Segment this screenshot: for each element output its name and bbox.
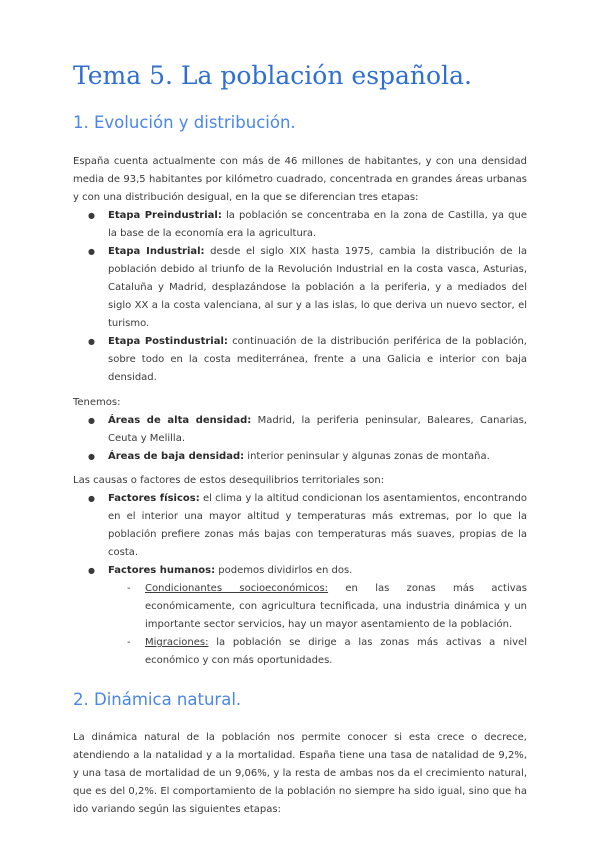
density-term: Áreas de baja densidad: — [108, 451, 245, 462]
list-item — [145, 580, 527, 634]
stage-term: Etapa Postindustrial: — [108, 336, 228, 347]
factor-text: el clima y la altitud condicionan los asentamientos, encontrando en el interior una mayor altitud y temperaturas más extremas, por lo que la población prefiere zonas más bajas con temperaturas más suaves, propias de la costa. — [108, 493, 527, 558]
section-heading-evolucion: 1. Evolución y distribución. — [73, 113, 296, 132]
subfactor-text: la población se dirige a las zonas más activas a nivel económico y con más oportunidades. — [145, 637, 527, 666]
factor-text: podemos dividirlos en dos. — [215, 565, 353, 576]
subfactor-text: en las zonas más activas económicamente, con agricultura tecnificada, una industria dinámica y un importante sector servicios, hay un mayor asentamiento de la población. — [145, 583, 528, 630]
stage-text: la población se concentraba en la zona de Castilla, ya que la base de la economía era la agricultura. — [108, 210, 527, 239]
factors-list — [73, 490, 527, 670]
stage-term: Etapa Preindustrial: — [108, 210, 222, 221]
list-item — [108, 448, 527, 466]
list-item — [108, 207, 527, 243]
list-item — [108, 412, 527, 448]
list-item — [108, 333, 527, 387]
density-list — [73, 412, 527, 466]
tenemos-label: Tenemos: — [73, 397, 121, 408]
density-text: Madrid, la periferia peninsular, Baleares, Canarias, Ceuta y Melilla. — [108, 415, 527, 444]
dinamica-paragraph: La dinámica natural de la población nos permite conocer si esta crece o decrece, atendiendo a la natalidad y a la mortalidad. España tiene una tasa de natalidad de 9,2%, y una tasa de mortalidad de un 9,06%, y la resta de ambas nos da el crecimiento natural, que es del 0,2%. El comportamiento de la población no siempre ha sido igual, sino que ha ido variando según las siguientes etapas: — [73, 732, 527, 815]
list-item — [145, 634, 527, 670]
stage-text: continuación de la distribución periférica de la población, sobre todo en la costa mediterránea, frente a una Galicia e interior con baja densidad. — [108, 336, 527, 383]
stage-term: Etapa Industrial: — [108, 246, 205, 257]
document-title: Tema 5. La población española. — [73, 61, 472, 90]
list-item — [108, 562, 527, 670]
stages-list — [73, 207, 527, 387]
human-factors-sublist — [108, 580, 527, 670]
density-term: Áreas de alta densidad: — [108, 415, 252, 426]
subfactor-term: Migraciones: — [145, 637, 209, 648]
stage-text: desde el siglo XIX hasta 1975, cambia la distribución de la población debido al triunfo de la Revolución Industrial en la costa vasca, Asturias, Cataluña y Madrid, desplazándose la población a la periferia, y a mediados del siglo XX a la costa valenciana, al sur y a las islas, lo que deriva un nuevo sector, el turismo. — [108, 246, 527, 329]
list-item — [108, 243, 527, 333]
intro-paragraph: España cuenta actualmente con más de 46 millones de habitantes, y con una densidad media de 93,5 habitantes por kilómetro cuadrado, concentrada en grandes áreas urbanas y con una distribución desigual, en la que se diferencian tres etapas: — [73, 156, 527, 203]
density-text: interior peninsular y algunas zonas de montaña. — [244, 451, 490, 462]
factor-term: Factores humanos: — [108, 565, 216, 576]
list-item — [108, 490, 527, 562]
factor-term: Factores físicos: — [108, 493, 200, 504]
section-heading-dinamica: 2. Dinámica natural. — [73, 690, 242, 709]
causes-intro: Las causas o factores de estos desequilibrios territoriales son: — [73, 475, 385, 486]
subfactor-term: Condicionantes socioeconómicos: — [145, 583, 329, 594]
